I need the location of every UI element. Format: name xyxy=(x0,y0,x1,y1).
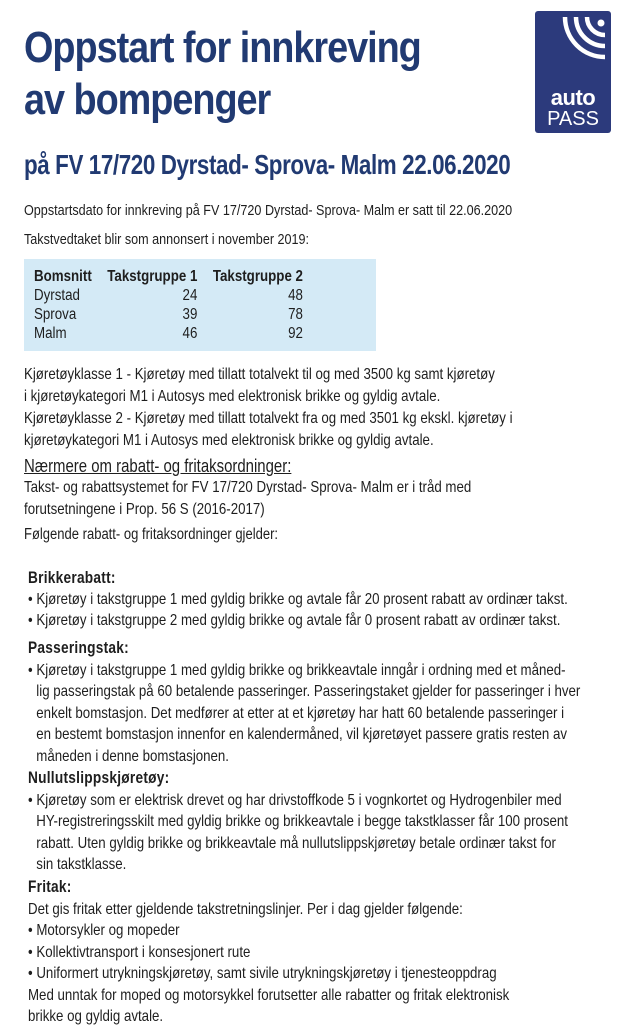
table-row xyxy=(34,305,318,324)
title-line-1: Oppstart for innkreving xyxy=(24,23,421,72)
title-line-2: av bompenger xyxy=(24,75,271,124)
vehicle-classes xyxy=(24,364,605,452)
class1-line1: Kjøretøyklasse 1 - Kjøretøy med tillatt totalvekt til og med 3500 kg samt kjøretøy xyxy=(24,366,495,383)
closing-line1: Med unntak for moped og motorsykkel forutsetter alle rabatter og fritak elektronisk xyxy=(28,986,510,1004)
paragraph-line: lig passeringstak på 60 betalende passeringer. Passeringstaket gjelder for passeringer i hver xyxy=(36,683,581,700)
page-subtitle: på FV 17/720 Dyrstad- Sprova- Malm 22.06.2020 xyxy=(24,149,511,180)
section-brikkerabatt xyxy=(28,568,609,631)
column-header: Bomsnitt xyxy=(34,268,92,285)
paragraph-line: sin takstklasse. xyxy=(36,856,127,873)
section-fritak xyxy=(28,877,609,1028)
station-cell: Dyrstad xyxy=(34,287,80,304)
table-row xyxy=(34,324,318,343)
section-heading: Nullutslippskjøretøy: xyxy=(28,769,170,787)
section-nullutslipp xyxy=(28,768,609,876)
paragraph-line: • Kjøretøy i takstgruppe 1 med gyldig brikke og brikkeavtale inngår i ordning med et måned- xyxy=(28,661,566,679)
bullet-item: • Motorsykler og mopeder xyxy=(28,922,180,939)
discounts-heading: Nærmere om rabatt- og fritaksordninger: xyxy=(24,456,292,476)
fritak-intro: Det gis fritak etter gjeldende takstretningslinjer. Per i dag gjelder følgende: xyxy=(28,900,463,918)
paragraph-line: enkelt bomstasjon. Det medfører at etter at et kjøretøy har hatt 60 betalende passeringer i xyxy=(36,704,565,722)
bullet-item: • Uniformert utrykningskjøretøy, samt sivile utrykningskjøretøy i tjenesteoppdrag xyxy=(28,965,497,982)
section-heading: Fritak: xyxy=(28,878,72,896)
bullet-item: • Kjøretøy i takstgruppe 2 med gyldig brikke og avtale får 0 prosent rabatt av ordinær takst. xyxy=(28,612,561,629)
paragraph-line: • Kjøretøy som er elektrisk drevet og har drivstoffkode 5 i vognkortet og Hydrogenbiler med xyxy=(28,791,562,809)
following-text: Følgende rabatt- og fritaksordninger gjelder: xyxy=(24,526,279,543)
signal-waves-icon xyxy=(535,11,611,87)
tariff-table xyxy=(24,259,376,351)
section-passeringstak xyxy=(28,638,609,767)
logo-text-pass: PASS xyxy=(547,108,599,130)
station-cell: Sprova xyxy=(34,306,77,323)
paragraph-line: måneden i denne bomstasjonen. xyxy=(36,747,230,765)
price-cell: 78 xyxy=(288,306,303,323)
discounts-line1: Takst- og rabattsystemet for FV 17/720 Dyrstad- Sprova- Malm er i tråd med xyxy=(24,479,472,496)
paragraph-line: rabatt. Uten gyldig brikke og brikkeavtale må nullutslippskjøretøy betale ordinær takst for xyxy=(36,834,556,852)
discounts-intro xyxy=(24,455,605,521)
paragraph-line: HY-registreringsskilt med gyldig brikke og brikkeavtale i begge takstklasser får 100 prosent xyxy=(36,813,569,830)
start-date-text: Oppstartsdato for innkreving på FV 17/720 Dyrstad- Sprova- Malm er satt til 22.06.2020 xyxy=(24,202,513,219)
bullet-item: • Kollektivtransport i konsesjonert rute xyxy=(28,943,251,961)
price-cell: 39 xyxy=(182,306,198,323)
section-heading: Brikkerabatt: xyxy=(28,569,116,587)
closing-line2: brikke og gyldig avtale. xyxy=(28,1008,164,1025)
logo-text-auto: auto xyxy=(550,85,596,110)
section-heading: Passeringstak: xyxy=(28,639,129,657)
class2-line1: Kjøretøyklasse 2 - Kjøretøy med tillatt totalvekt fra og med 3501 kg ekskl. kjøretøy i xyxy=(24,410,513,427)
decision-text: Takstvedtaket blir som annonsert i november 2019: xyxy=(24,231,310,248)
discounts-line2: forutsetningene i Prop. 56 S (2016-2017) xyxy=(24,501,265,518)
bullet-item: • Kjøretøy i takstgruppe 1 med gyldig brikke og avtale får 20 prosent rabatt av ordinær takst. xyxy=(28,591,568,608)
price-cell: 46 xyxy=(182,325,198,342)
class2-line2: kjøretøykategori M1 i Autosys med elektronisk brikke og gyldig avtale. xyxy=(24,432,434,449)
station-cell: Malm xyxy=(34,325,67,342)
table-header-row xyxy=(34,267,318,286)
price-cell: 48 xyxy=(288,287,303,304)
column-header: Takstgruppe 2 xyxy=(212,268,303,285)
autopass-logo xyxy=(535,11,611,133)
table-row xyxy=(34,286,318,305)
class1-line2: i kjøretøykategori M1 i Autosys med elektronisk brikke og gyldig avtale. xyxy=(24,388,441,405)
price-cell: 92 xyxy=(288,325,303,342)
column-header: Takstgruppe 1 xyxy=(107,268,198,285)
price-cell: 24 xyxy=(182,287,198,304)
paragraph-line: en bestemt bomstasjon innenfor en kalendermåned, vil kjøretøyet passere gratis resten av xyxy=(36,726,568,743)
page-title xyxy=(24,22,421,126)
